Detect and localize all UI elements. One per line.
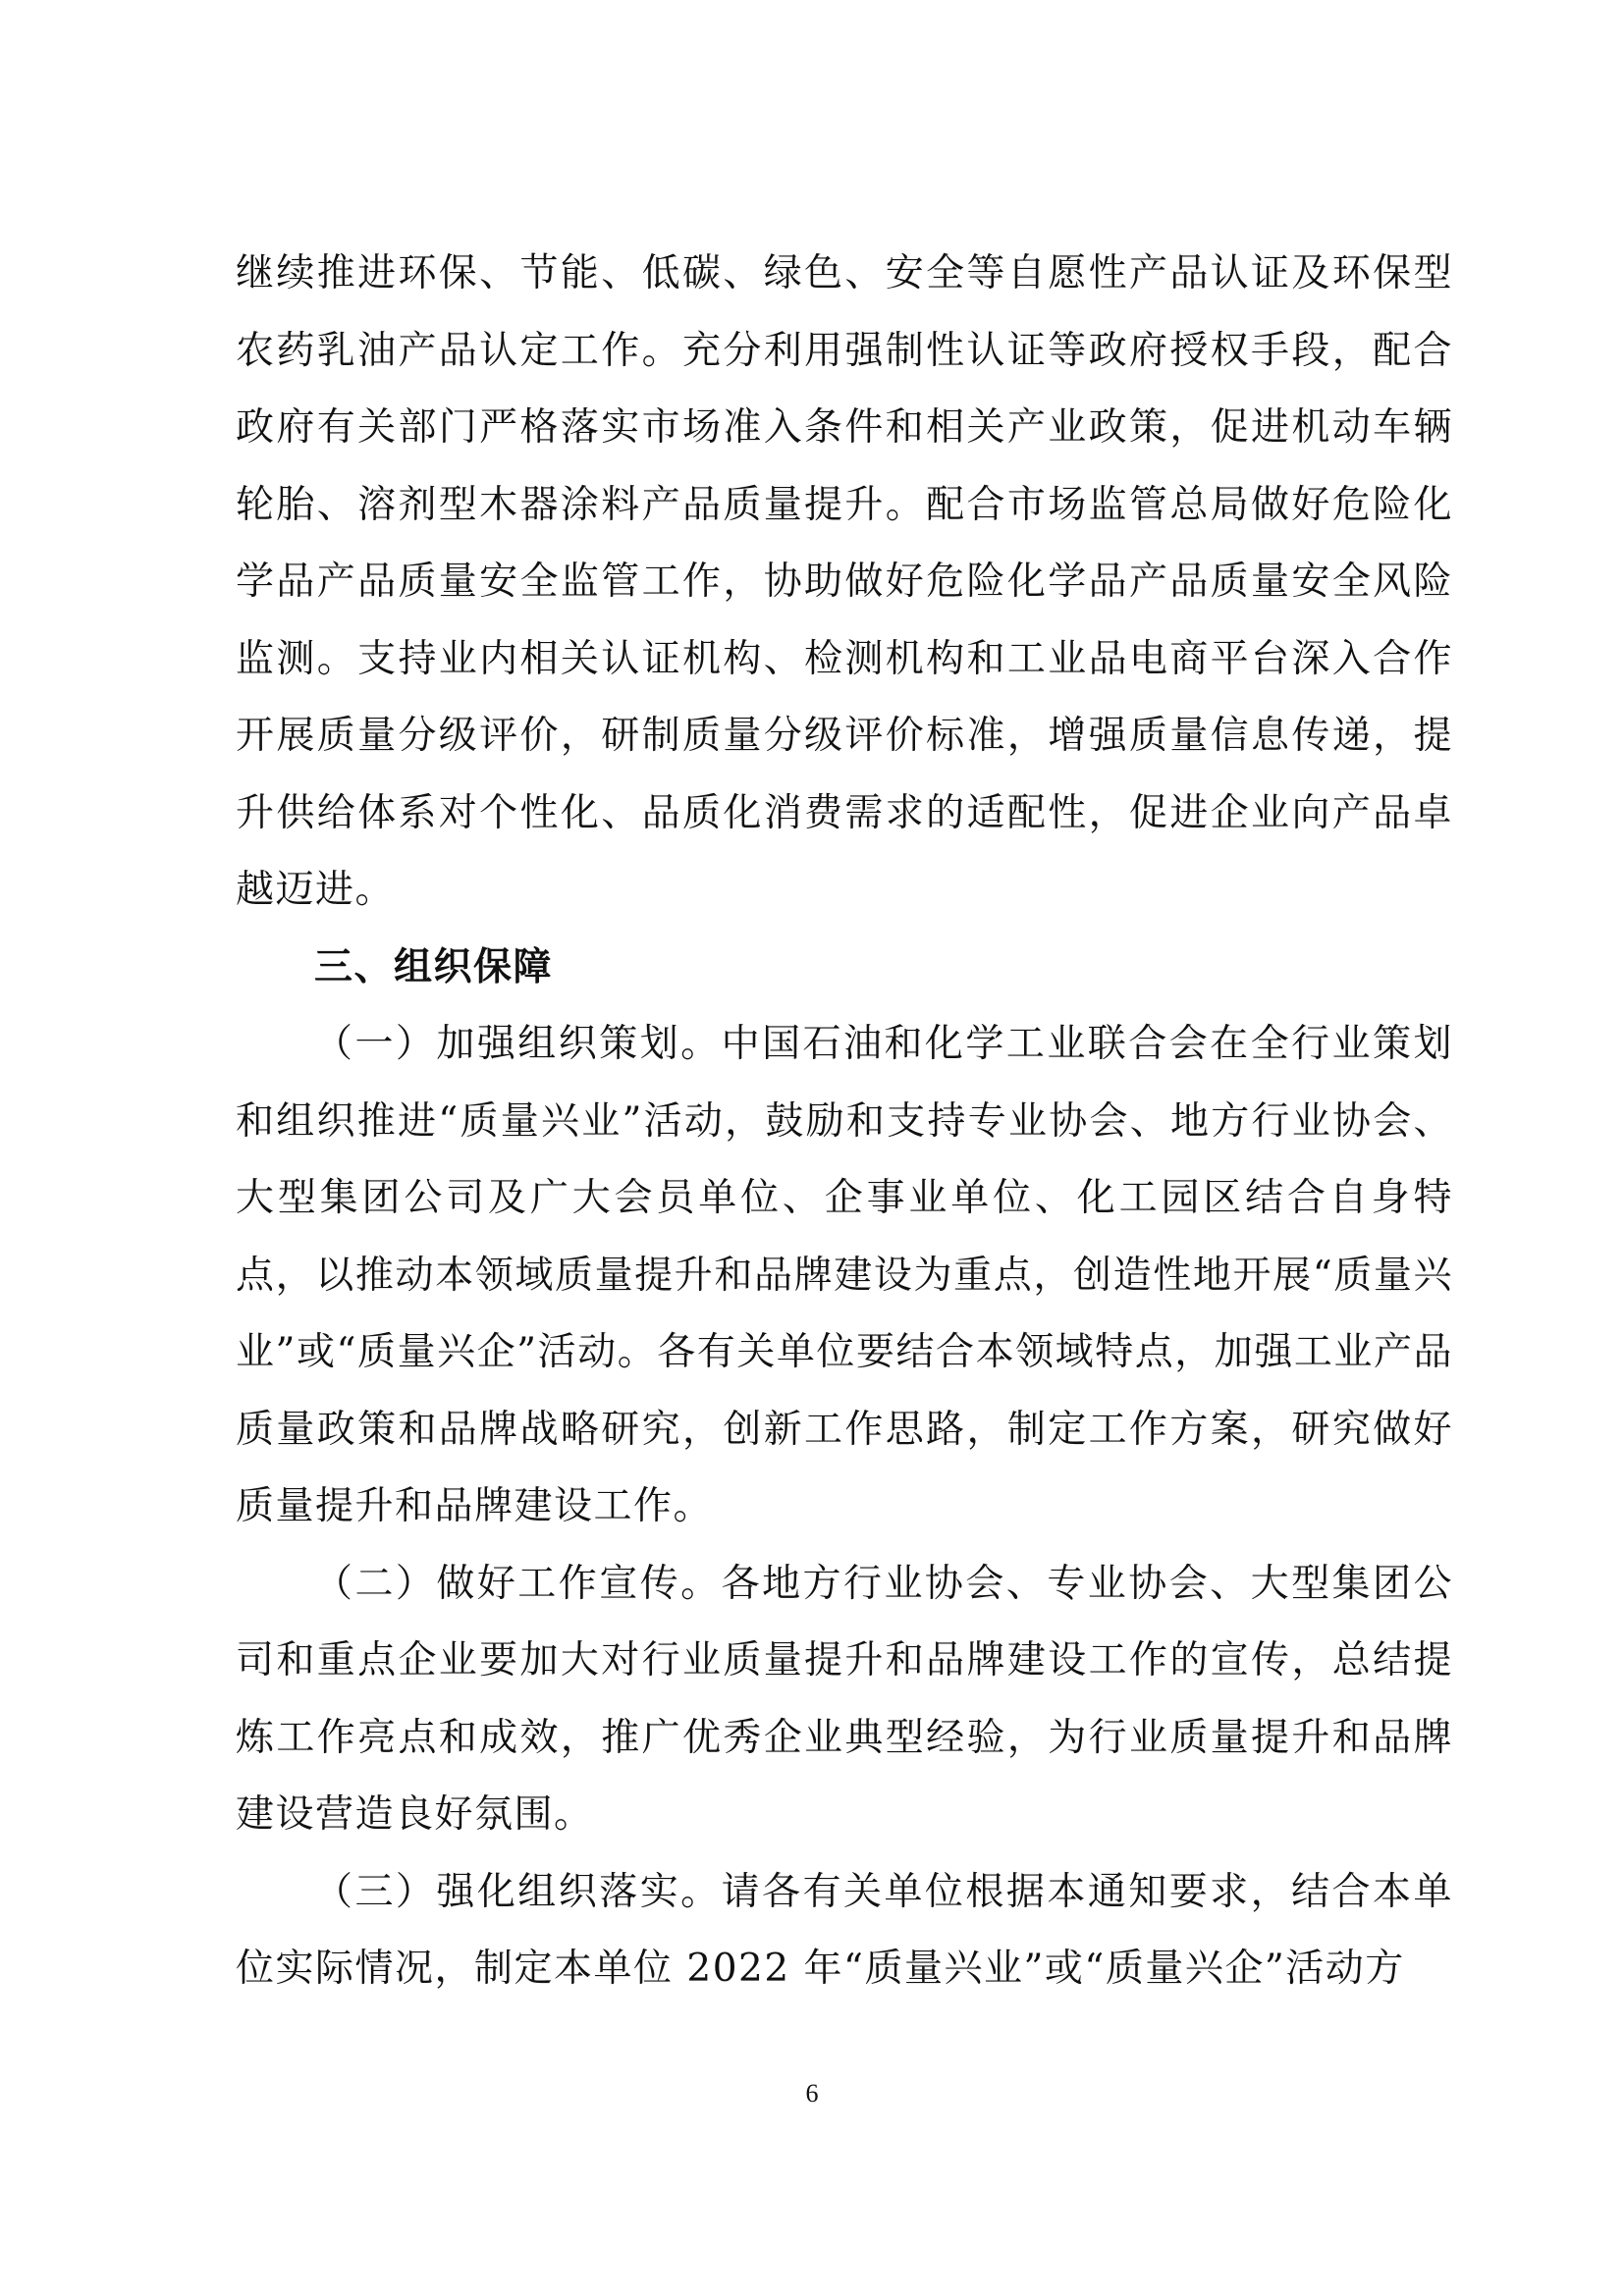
document-body xyxy=(236,236,1453,2008)
continuation-paragraph: 继续推进环保、节能、低碳、绿色、安全等自愿性产品认证及环保型农药乳油产品认定工作。充分利用强制性认证等政府授权手段，配合政府有关部门严格落实市场准入条件和相关产业政策，促进机动车辆轮胎、溶剂型木器涂料产品质量提升。配合市场监管总局做好危险化学品产品质量安全监管工作，协助做好危险化学品产品质量安全风险监测。支持业内相关认证机构、检测机构和工业品电商平台深入合作开展质量分级评价，研制质量分级评价标准，增强质量信息传递，提升供给体系对个性化、品质化消费需求的适配性，促进企业向产品卓越迈进。 xyxy=(236,251,1453,912)
page-number: 6 xyxy=(805,2079,819,2108)
paragraph-implementation: （三）强化组织落实。请各有关单位根据本通知要求，结合本单位实际情况，制定本单位 2022 年“质量兴业”或“质量兴企”活动方 xyxy=(236,1869,1453,1991)
paragraph-publicity: （二）做好工作宣传。各地方行业协会、专业协会、大型集团公司和重点企业要加大对行业质量提升和品牌建设工作的宣传，总结提炼工作亮点和成效，推广优秀企业典型经验，为行业质量提升和品牌建设营造良好氛围。 xyxy=(236,1561,1453,1837)
paragraph-strengthen-planning: （一）加强组织策划。中国石油和化学工业联合会在全行业策划和组织推进“质量兴业”活动，鼓励和支持专业协会、地方行业协会、大型集团公司及广大会员单位、企事业单位、化工园区结合自身特点，以推动本领域质量提升和品牌建设为重点，创造性地开展“质量兴业”或“质量兴企”活动。各有关单位要结合本领域特点，加强工业产品质量政策和品牌战略研究，创新工作思路，制定工作方案，研究做好质量提升和品牌建设工作。 xyxy=(236,1022,1453,1528)
section-heading: 三、组织保障 xyxy=(314,944,554,989)
